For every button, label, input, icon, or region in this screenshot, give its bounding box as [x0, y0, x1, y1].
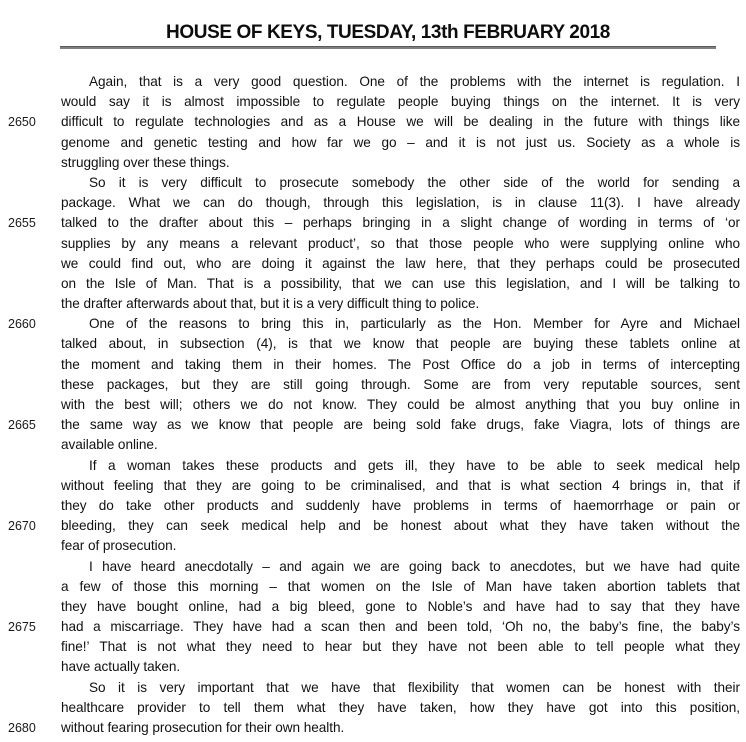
line-number	[0, 496, 61, 516]
line-text: the drafter afterwards about that, but it is a very difficult thing to police.	[61, 296, 480, 312]
line-number	[0, 72, 61, 92]
transcript-line	[0, 617, 746, 637]
transcript-line	[0, 678, 746, 698]
line-number: 2670	[8, 519, 36, 534]
line-text: the moment and taking them in their homes. The Post Office do a job in terms of intercepting	[61, 356, 740, 372]
transcript-line	[0, 133, 746, 153]
page-header	[60, 0, 716, 49]
line-text: package. What we can do though, through this legislation, is in clause 11(3). I have already	[61, 195, 740, 211]
transcript-line	[0, 435, 746, 455]
line-text: difficult to regulate technologies and as a House we will be dealing in the future with things like	[61, 114, 740, 130]
line-text: we could find out, who are doing it against the law here, that they perhaps could be prosecuted	[61, 255, 740, 271]
line-text: supplies by any means a relevant product’, so that those people who were supplying online who	[61, 235, 740, 251]
transcript-line	[0, 314, 746, 334]
transcript-line	[0, 375, 746, 395]
line-text: these packages, but they are still going through. Some are from very reputable sources, sent	[61, 376, 740, 392]
transcript-line	[0, 294, 746, 314]
line-text: bleeding, they can seek medical help and be honest about what they have taken without the	[61, 518, 740, 534]
line-text: genome and genetic testing and how far we go – and it is not just us. Society as a whole is	[61, 134, 740, 150]
line-number	[0, 173, 61, 193]
line-text: healthcare provider to tell them what they have taken, how they have got into this position,	[61, 699, 740, 715]
transcript-line	[0, 597, 746, 617]
transcript-line	[0, 112, 746, 132]
transcript-line	[0, 637, 746, 657]
transcript-line	[0, 516, 746, 536]
transcript-line	[0, 254, 746, 274]
line-number	[0, 274, 61, 294]
transcript-line	[0, 718, 746, 738]
transcript-body	[0, 72, 746, 738]
line-text: Again, that is a very good question. One of the problems with the internet is regulation. I	[89, 74, 740, 89]
line-number	[0, 637, 61, 657]
line-number	[0, 536, 61, 556]
line-number: 2655	[8, 216, 36, 231]
line-text: struggling over these things.	[61, 154, 230, 170]
transcript-line	[0, 72, 746, 92]
line-number	[0, 456, 61, 476]
line-text: would say it is almost impossible to regulate people buying things on the internet. It is very	[61, 94, 740, 110]
line-number: 2665	[8, 418, 36, 433]
line-text: on the Isle of Man. That is a possibility, that we can use this legislation, and I will be talking to	[61, 275, 740, 291]
line-text: had a miscarriage. They have had a scan then and been told, ‘Oh no, the baby’s fine, the baby’s	[61, 619, 740, 635]
line-text: with the best will; others we do not know. They could be almost anything that you buy online in	[61, 397, 740, 412]
line-number	[0, 355, 61, 375]
transcript-line	[0, 274, 746, 294]
transcript-line	[0, 355, 746, 375]
line-text: If a woman takes these products and gets ill, they have to be able to seek medical help	[89, 457, 740, 473]
line-text: fear of prosecution.	[61, 538, 177, 554]
transcript-line	[0, 557, 746, 577]
line-text: the same way as we know that people are being sold fake drugs, fake Viagra, lots of things are	[61, 417, 740, 433]
transcript-line	[0, 213, 746, 233]
line-number	[0, 698, 61, 718]
line-text: I have heard anecdotally – and again we are going back to anecdotes, but we have had quite	[89, 558, 740, 574]
line-text: available online.	[61, 437, 158, 453]
transcript-line	[0, 496, 746, 516]
header-rule	[60, 46, 716, 49]
line-number	[0, 557, 61, 577]
line-number	[0, 234, 61, 254]
line-text: without fearing prosecution for their own health.	[61, 720, 345, 735]
line-number: 2675	[8, 620, 36, 635]
line-number	[0, 597, 61, 617]
line-number	[0, 577, 61, 597]
transcript-line	[0, 92, 746, 112]
line-text: talked to the drafter about this – perhaps bringing in a slight change of wording in terms of ‘or	[61, 215, 740, 231]
line-number	[0, 657, 61, 677]
line-number	[0, 254, 61, 274]
line-number: 2660	[8, 317, 36, 332]
line-number	[0, 294, 61, 314]
line-number: 2650	[8, 115, 36, 130]
transcript-line	[0, 456, 746, 476]
line-number	[0, 476, 61, 496]
transcript-line	[0, 153, 746, 173]
page-title: HOUSE OF KEYS, TUESDAY, 13th FEBRUARY 2018	[166, 22, 610, 43]
transcript-line	[0, 536, 746, 556]
line-text: talked about, in subsection (4), is that we know that people are buying these tablets online at	[61, 336, 740, 352]
line-number	[0, 435, 61, 455]
line-text: So it is very difficult to prosecute somebody the other side of the world for sending a	[89, 174, 740, 190]
line-text: they do take other products and suddenly have problems in terms of haemorrhage or pain or	[61, 497, 740, 513]
line-number	[0, 678, 61, 698]
line-text: they have bought online, had a big bleed, gone to Noble’s and have had to say that they have	[61, 598, 740, 614]
line-number	[0, 395, 61, 415]
line-text: fine!’ That is not what they need to hear but they have not been able to tell people what they	[61, 639, 740, 655]
line-text: So it is very important that we have that flexibility that women can be honest with their	[89, 679, 740, 695]
line-text: One of the reasons to bring this in, particularly as the Hon. Member for Ayre and Michael	[89, 316, 740, 332]
transcript-line	[0, 415, 746, 435]
transcript-line	[0, 173, 746, 193]
transcript-line	[0, 698, 746, 718]
line-number	[0, 193, 61, 213]
transcript-line	[0, 476, 746, 496]
line-text: without feeling that they are going to be criminalised, and that is what section 4 brings in, that if	[61, 477, 740, 493]
transcript-line	[0, 657, 746, 677]
line-number	[0, 133, 61, 153]
line-number	[0, 92, 61, 112]
line-number	[0, 375, 61, 395]
transcript-line	[0, 234, 746, 254]
transcript-line	[0, 577, 746, 597]
line-number	[0, 334, 61, 354]
line-number: 2680	[8, 721, 36, 735]
line-text: have actually taken.	[61, 659, 181, 675]
transcript-line	[0, 334, 746, 354]
transcript-line	[0, 395, 746, 415]
line-text: a few of those this morning – that women on the Isle of Man have taken abortion tablets that	[61, 578, 740, 594]
line-number	[0, 153, 61, 173]
transcript-line	[0, 193, 746, 213]
